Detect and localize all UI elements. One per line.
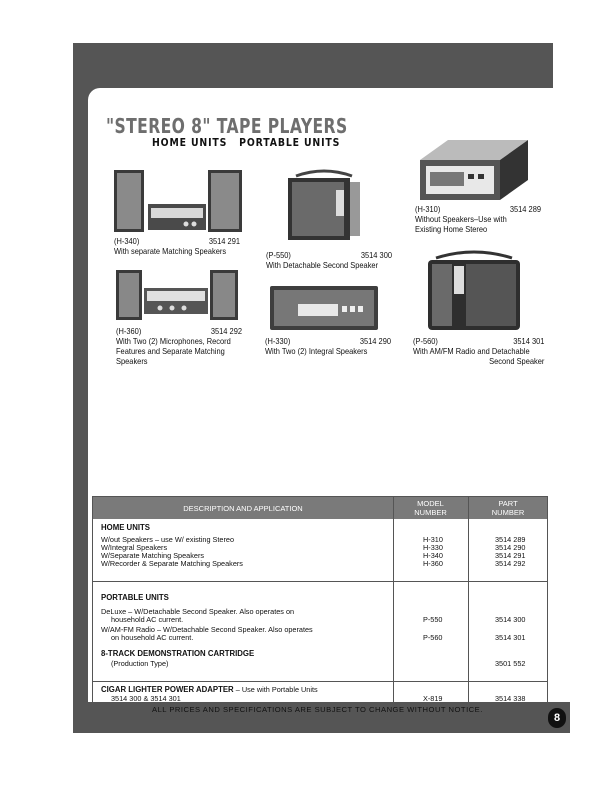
table-row-model: P-560 — [423, 633, 443, 642]
cartridge-title: 8-TRACK DEMONSTRATION CARTRIDGE — [101, 649, 255, 658]
p560-desc-line2: Second Speaker — [489, 356, 545, 366]
column-divider — [393, 497, 394, 707]
h360-desc-line1: With Two (2) Microphones, Record — [116, 336, 231, 346]
footer-note: ALL PRICES AND SPECIFICATIONS ARE SUBJECT TO CHANGE WITHOUT NOTICE. — [152, 705, 483, 714]
h310-part: 3514 289 — [509, 204, 541, 214]
h330-caption — [265, 336, 391, 356]
h330-desc: With Two (2) Integral Speakers — [265, 346, 368, 356]
h340-caption — [114, 236, 240, 256]
h340-model: (H-340) — [114, 236, 140, 246]
h310-model: (H-310) — [415, 204, 441, 214]
adapter-title: CIGAR LIGHTER POWER ADAPTER — [101, 685, 234, 694]
table-row-desc: W/Recorder & Separate Matching Speakers — [101, 559, 243, 568]
h330-photo — [268, 284, 380, 332]
adapter-desc — [101, 685, 318, 694]
header-model-label: MODEL NUMBER — [414, 499, 447, 517]
adapter-desc-line2: 3514 300 & 3514 301 — [111, 694, 181, 703]
p550-model: (P-550) — [266, 250, 291, 260]
adapter-desc-suffix: – Use with Portable Units — [235, 685, 318, 694]
p560-caption — [413, 336, 544, 366]
adapter-part: 3514 338 — [495, 694, 526, 703]
parts-table — [92, 496, 548, 706]
h360-part: 3514 292 — [210, 326, 242, 336]
h340-photo — [114, 168, 244, 234]
table-row-part: 3514 291 — [495, 551, 526, 560]
h360-model: (H-360) — [116, 326, 142, 336]
table-row-model: H-360 — [423, 559, 443, 568]
h360-desc-line2: Features and Separate Matching — [116, 346, 225, 356]
h310-desc-line2: Existing Home Stereo — [415, 224, 488, 234]
table-row-part: 3514 289 — [495, 535, 526, 544]
table-row-part: 3514 301 — [495, 633, 526, 642]
p550-photo — [284, 166, 364, 242]
page-title: "STEREO 8" TAPE PLAYERS — [106, 114, 348, 138]
table-row-model: P-550 — [423, 615, 443, 624]
h360-caption — [116, 326, 242, 366]
p550-desc: With Detachable Second Speaker — [266, 260, 379, 270]
row-divider — [93, 681, 547, 682]
page-number: 8 — [548, 708, 566, 728]
p560-photo — [426, 244, 522, 332]
header-part-label: PART NUMBER — [491, 499, 525, 517]
p560-part: 3514 301 — [513, 336, 545, 346]
portable-units-title: PORTABLE UNITS — [101, 593, 169, 602]
cartridge-desc: (Production Type) — [111, 659, 169, 668]
header-description: DESCRIPTION AND APPLICATION — [183, 503, 303, 513]
table-row-part: 3514 290 — [495, 543, 526, 552]
h340-desc: With separate Matching Speakers — [114, 246, 227, 256]
table-row-part: 3514 300 — [495, 615, 526, 624]
table-row-desc: household AC current. — [111, 615, 184, 624]
p560-desc-line1: With AM/FM Radio and Detachable — [413, 346, 530, 356]
header-part-number — [468, 497, 548, 519]
table-row-part: 3514 292 — [495, 559, 526, 568]
home-units-title: HOME UNITS — [101, 523, 150, 532]
column-divider — [468, 497, 469, 707]
table-row-desc: on household AC current. — [111, 633, 194, 642]
table-row-model: H-330 — [423, 543, 443, 552]
header-model-number — [393, 497, 468, 519]
adapter-model: X-819 — [423, 694, 443, 703]
cartridge-part: 3501 552 — [495, 659, 526, 668]
subtitle-home-units: HOME UNITS — [152, 136, 228, 149]
table-row-desc: W/Integral Speakers — [101, 543, 168, 552]
p550-caption — [266, 250, 392, 270]
h330-part: 3514 290 — [359, 336, 391, 346]
p550-part: 3514 300 — [360, 250, 392, 260]
h340-part: 3514 291 — [208, 236, 240, 246]
table-header — [93, 497, 547, 519]
h310-caption — [415, 204, 541, 234]
table-row-model: H-340 — [423, 551, 443, 560]
table-row-model: H-310 — [423, 535, 443, 544]
table-row-desc: W/Separate Matching Speakers — [101, 551, 205, 560]
h310-desc-line1: Without Speakers–Use with — [415, 214, 507, 224]
p560-model: (P-560) — [413, 336, 438, 346]
table-row-desc: W/AM-FM Radio – W/Detachable Second Speaker. Also operates — [101, 625, 313, 634]
h310-photo — [416, 138, 532, 202]
page-subtitle — [152, 136, 340, 149]
table-row-desc: W/out Speakers – use W/ existing Stereo — [101, 535, 235, 544]
h360-photo — [116, 268, 238, 322]
h330-model: (H-330) — [265, 336, 291, 346]
table-row-desc: DeLuxe – W/Detachable Second Speaker. Also operates on — [101, 607, 295, 616]
subtitle-portable-units: PORTABLE UNITS — [239, 136, 341, 149]
h360-desc-line3: Speakers — [116, 356, 148, 366]
row-divider — [93, 581, 547, 582]
